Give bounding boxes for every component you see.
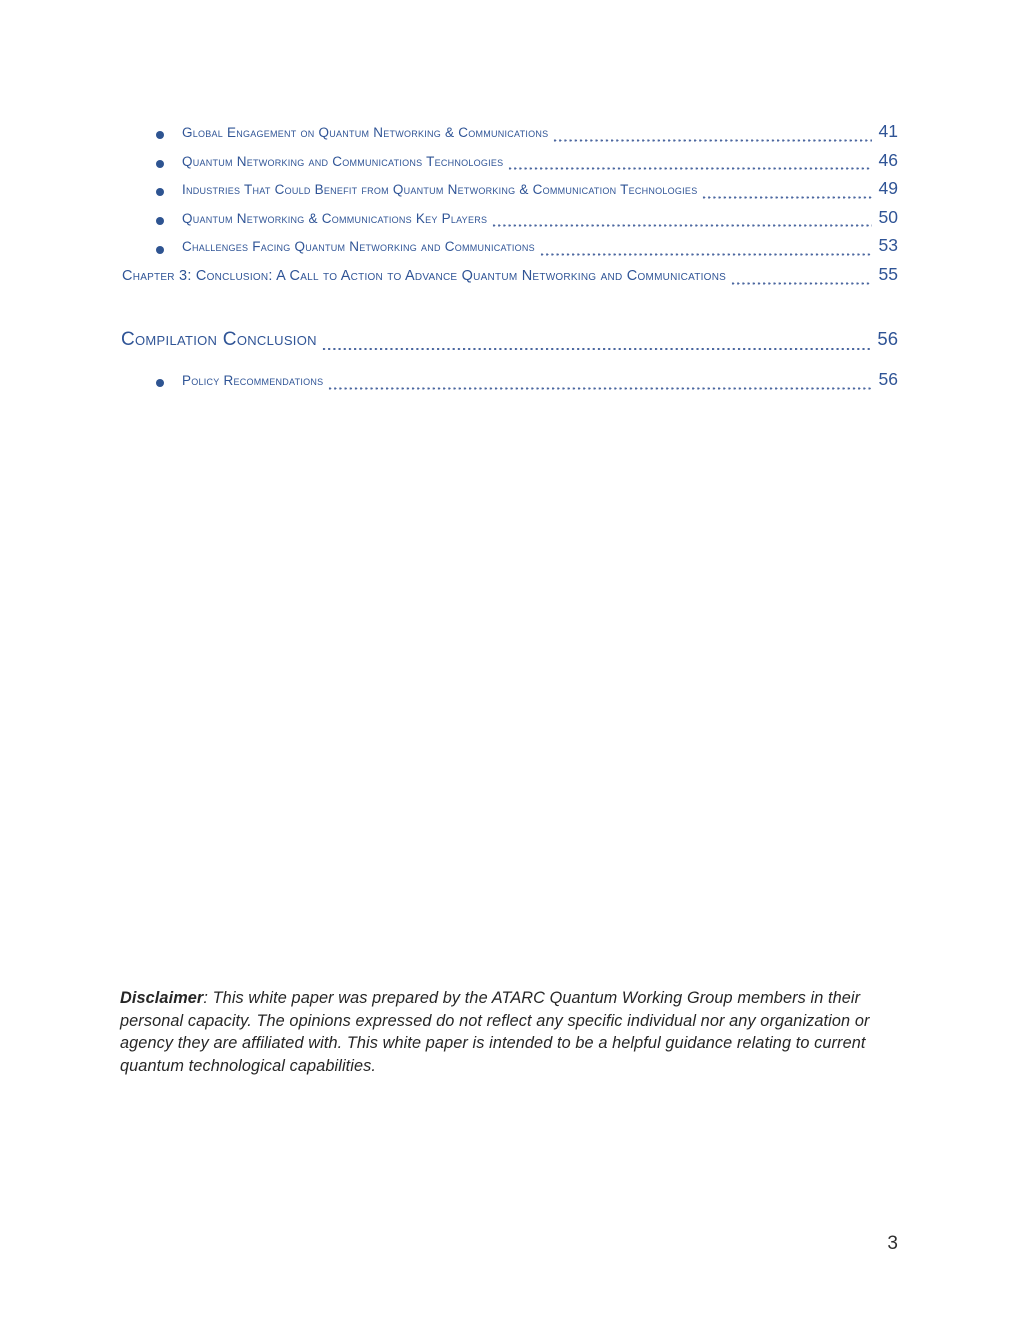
toc-entry-label: Quantum Networking & Communications Key Players — [182, 210, 488, 226]
bullet-icon — [156, 217, 164, 225]
toc-entry-policy-recommendations[interactable] — [120, 369, 898, 398]
disclaimer-paragraph — [120, 987, 905, 1077]
dot-leader — [702, 178, 871, 207]
toc-entry-key-players[interactable] — [120, 207, 898, 236]
toc-entry-label: Industries That Could Benefit from Quantum Networking & Communication Technologies — [182, 182, 698, 198]
disclaimer-line: quantum technological capabilities. — [120, 1056, 377, 1075]
toc-entry-label: Policy Recommendations — [182, 373, 324, 388]
disclaimer-line: agency they are affiliated with. This white paper is intended to be a helpful guidance relating to current — [120, 1034, 866, 1053]
toc-entry-industries-benefit[interactable] — [120, 178, 898, 207]
toc-entry-chapter-3-conclusion[interactable] — [120, 264, 898, 293]
bullet-icon — [156, 379, 164, 387]
disclaimer-bold-label: Disclaimer — [120, 989, 204, 1007]
toc-entry-page: 56 — [878, 369, 898, 389]
toc-entry-label: Chapter 3: Conclusion: A Call to Action to Advance Quantum Networking and Communications — [122, 267, 727, 284]
dot-leader — [553, 121, 871, 150]
toc-entry-networking-technologies[interactable] — [120, 150, 898, 179]
disclaimer-line-text: : This white paper was prepared by the ATARC Quantum Working Group members in their — [203, 989, 861, 1007]
toc-entry-page: 49 — [878, 178, 898, 199]
toc-entry-label: Global Engagement on Quantum Networking & Communications — [182, 125, 549, 140]
toc-entry-page: 50 — [878, 206, 898, 227]
bullet-icon — [156, 160, 164, 168]
dot-leader — [328, 369, 871, 398]
dot-leader — [540, 235, 872, 264]
disclaimer-line: personal capacity. The opinions expressed do not reflect any specific individual nor any organization or — [120, 1011, 870, 1030]
toc-entry-global-engagement[interactable] — [120, 121, 898, 150]
toc-entry-challenges[interactable] — [120, 235, 898, 264]
table-of-contents — [120, 121, 898, 293]
dot-leader — [492, 207, 871, 236]
dot-leader — [731, 264, 871, 293]
toc-entry-page: 55 — [878, 263, 898, 284]
dot-leader — [322, 328, 871, 359]
toc-entry-compilation-conclusion[interactable] — [120, 328, 898, 359]
toc-entry-page: 56 — [877, 328, 898, 349]
toc-entry-label: Challenges Facing Quantum Networking and Communications — [182, 239, 535, 255]
disclaimer-line — [120, 987, 905, 1010]
page-number: 3 — [887, 1233, 898, 1254]
toc-entry-page: 46 — [878, 149, 898, 170]
toc-entry-page: 41 — [878, 121, 898, 141]
bullet-icon — [156, 131, 164, 139]
toc-entry-label: Quantum Networking and Communications Technologies — [182, 153, 504, 169]
toc-entry-page: 53 — [878, 235, 898, 256]
toc-entry-label: Compilation Conclusion — [121, 329, 317, 350]
dot-leader — [508, 150, 871, 179]
bullet-icon — [156, 188, 164, 196]
bullet-icon — [156, 246, 164, 254]
